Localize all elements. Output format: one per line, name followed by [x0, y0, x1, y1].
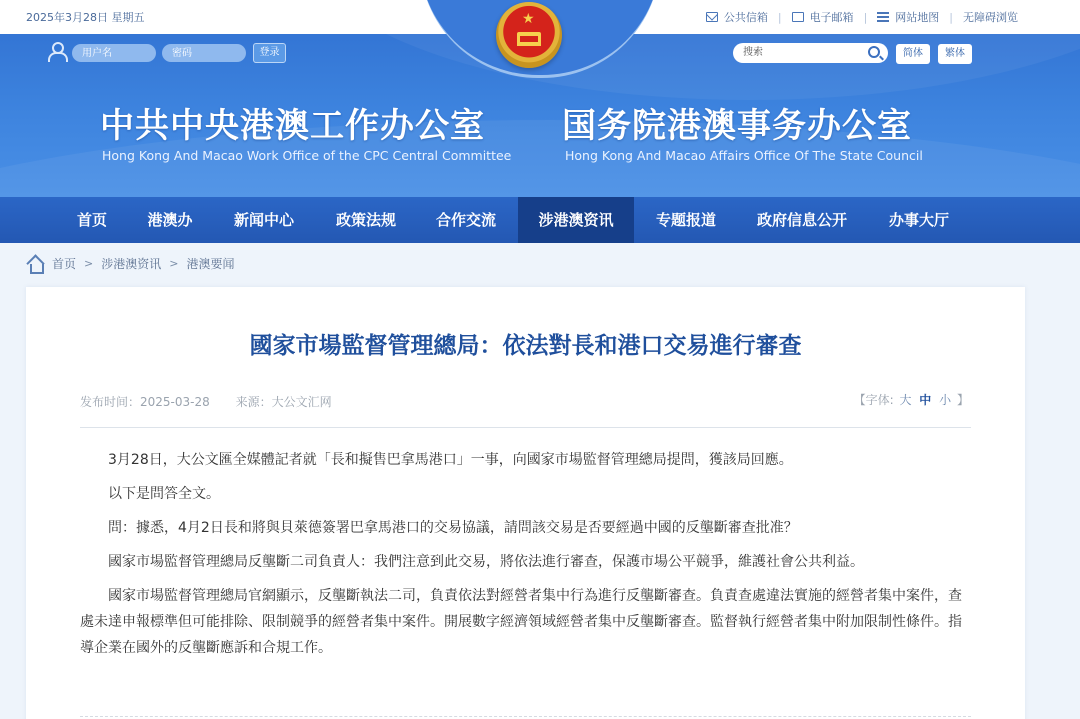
font-size-suffix: 】: [956, 393, 969, 407]
office-title-en: Hong Kong And Macao Work Office of the CPC Central Committee: [102, 148, 512, 163]
breadcrumb-level2[interactable]: 港澳要闻: [186, 257, 235, 271]
breadcrumb-separator: >: [169, 257, 179, 270]
username-input[interactable]: [72, 44, 156, 62]
simplified-button[interactable]: 简体: [896, 44, 930, 64]
nav-item-home[interactable]: 首页: [76, 211, 107, 229]
email-label: 电子邮箱: [809, 11, 854, 24]
public-mailbox-link[interactable]: [696, 9, 778, 25]
current-date: 2025年3月28日 星期五: [26, 11, 145, 24]
article-title: 國家市場監督管理總局：依法對長和港口交易進行審查: [249, 333, 802, 359]
email-link[interactable]: [782, 9, 864, 25]
article-paragraph: 國家市場監督管理總局官網顯示，反壟斷執法二司，負責依法對經營者集中行為進行反壟斷審查。負責查處違法實施的經營者集中案件，查處未達申報標準但可能排除、限制競爭的經營者集中案件。開展數字經濟領域經營者集中反壟斷審查。監督執行經營者集中附加限制性條件。指導企業在國外的反壟斷應訴和合規工作。: [80, 588, 962, 656]
nav-item-special[interactable]: 专题报道: [655, 211, 716, 229]
password-input[interactable]: [162, 44, 246, 62]
sitemap-icon: [877, 12, 889, 22]
publish-date: 发布时间：2025-03-28: [80, 395, 210, 409]
nav-item-hkmao[interactable]: 港澳办: [147, 211, 193, 229]
login-button[interactable]: 登录: [253, 43, 286, 63]
separator: |: [777, 10, 782, 24]
font-size-medium[interactable]: 中: [919, 393, 932, 407]
divider: [80, 427, 971, 428]
breadcrumb: [26, 255, 234, 272]
article-paragraph: 以下是問答全文。: [108, 486, 220, 502]
traditional-button[interactable]: 繁体: [938, 44, 972, 64]
article-meta: [80, 393, 354, 410]
nav-item-news[interactable]: 新闻中心: [233, 211, 294, 229]
separator: |: [863, 10, 868, 24]
breadcrumb-home[interactable]: 首页: [52, 257, 77, 271]
accessibility-label: 无障碍浏览: [963, 11, 1018, 24]
sitemap-link[interactable]: [867, 9, 949, 25]
article-paragraph: 問：據悉，4月2日長和將與貝萊德簽署巴拿馬港口的交易協議，請問該交易是否要經過中國的反壟斷審查批准？: [108, 520, 798, 536]
nav-item-gov-info[interactable]: 政府信息公开: [756, 211, 847, 229]
article-card: [26, 287, 1025, 719]
search-icon[interactable]: [868, 46, 880, 58]
font-size-large[interactable]: 大: [899, 393, 912, 407]
email-icon: [792, 12, 804, 22]
separator: |: [949, 10, 953, 24]
accessibility-link[interactable]: [953, 9, 1028, 25]
council-title-en: Hong Kong And Macao Affairs Office Of The State Council: [565, 148, 923, 163]
article-body: [80, 447, 971, 669]
article-paragraph: 國家市場監督管理總局反壟斷二司負責人：我們注意到此交易，將依法進行審查，保護市場公平競爭，維護社會公共利益。: [108, 554, 864, 570]
article-source: 来源：大公文汇网: [235, 395, 332, 409]
council-title-cn: 国务院港澳事务办公室: [562, 106, 912, 146]
breadcrumb-level1[interactable]: 涉港澳资讯: [101, 257, 162, 271]
font-size-small[interactable]: 小: [939, 393, 952, 407]
home-icon: [26, 256, 44, 272]
tiananmen-icon: [517, 32, 541, 46]
top-links: [696, 9, 1028, 25]
article-paragraph: 3月28日，大公文匯全媒體記者就「長和擬售巴拿馬港口」一事，向國家市場監督管理總局提問，獲該局回應。: [108, 452, 793, 468]
dotted-divider: [80, 716, 971, 717]
office-title-cn: 中共中央港澳工作办公室: [100, 106, 485, 146]
search-placeholder: 搜索: [743, 47, 763, 58]
mail-icon: [706, 12, 718, 22]
site-header: [0, 0, 1080, 197]
public-mailbox-label: 公共信箱: [723, 11, 768, 24]
nav-item-services[interactable]: 办事大厅: [888, 211, 949, 229]
user-icon: [48, 42, 64, 60]
main-nav: [0, 197, 1080, 243]
font-size-switcher: [854, 391, 969, 408]
search-input[interactable]: [733, 43, 888, 63]
star-icon: ★: [522, 11, 535, 27]
breadcrumb-separator: >: [84, 257, 94, 270]
nav-item-cooperation[interactable]: 合作交流: [435, 211, 496, 229]
nav-item-policy[interactable]: 政策法规: [335, 211, 396, 229]
sitemap-label: 网站地图: [895, 11, 940, 24]
national-emblem: [496, 2, 562, 68]
nav-item-hkmacao-info[interactable]: 涉港澳资讯: [518, 197, 634, 243]
font-size-prefix: 【字体:: [853, 393, 894, 407]
